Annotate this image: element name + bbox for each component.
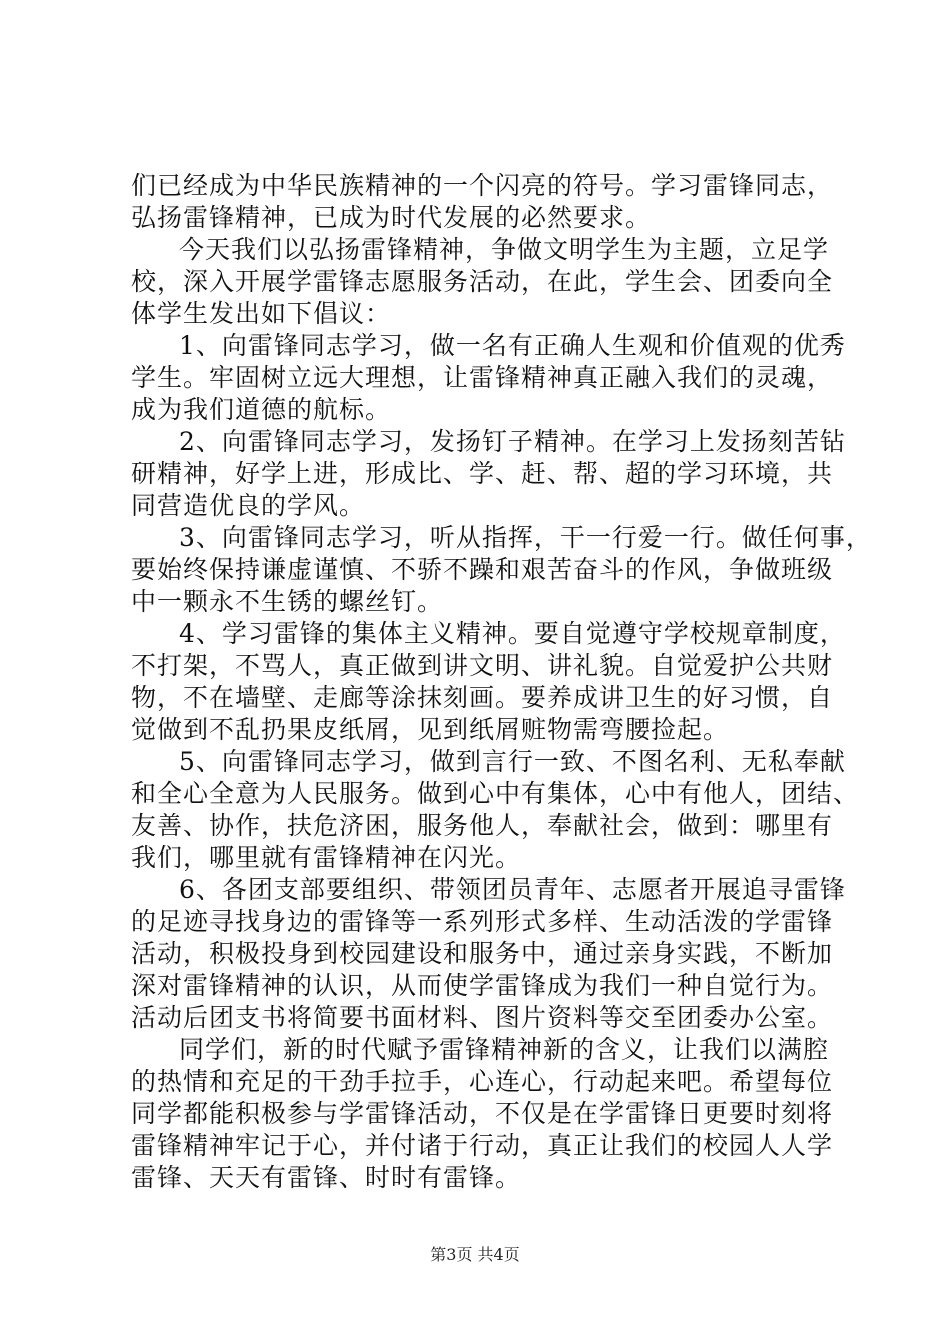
text-line: 要始终保持谦虚谨慎、不骄不躁和艰苦奋斗的作风，争做班级 <box>131 555 834 584</box>
text-line: 的热情和充足的干劲手拉手，心连心，行动起来吧。希望每位 <box>131 1067 834 1096</box>
text-line: 深对雷锋精神的认识，从而使学雷锋成为我们一种自觉行为。 <box>131 971 834 1000</box>
text-line: 同学都能积极参与学雷锋活动，不仅是在学雷锋日更要时刻将 <box>131 1099 834 1128</box>
text-line: 友善、协作，扶危济困，服务他人，奉献社会，做到：哪里有 <box>131 811 834 840</box>
text-line: 雷锋精神牢记于心，并付诸于行动，真正让我们的校园人人学 <box>131 1131 834 1160</box>
text-line: 和全心全意为人民服务。做到心中有集体，心中有他人，团结、 <box>131 779 860 808</box>
paragraph-2 <box>131 234 834 330</box>
text-line: 1、向雷锋同志学习，做一名有正确人生观和价值观的优秀 <box>179 331 846 360</box>
paragraph-8 <box>131 874 846 1034</box>
text-line: 活动，积极投身到校园建设和服务中，通过亲身实践，不断加 <box>131 939 834 968</box>
text-line: 的足迹寻找身边的雷锋等一系列形式多样、生动活泼的学雷锋 <box>131 907 834 936</box>
text-line: 觉做到不乱扔果皮纸屑，见到纸屑赃物需弯腰捡起。 <box>131 715 730 744</box>
paragraph-4 <box>131 426 846 522</box>
text-line: 同营造优良的学风。 <box>131 491 366 520</box>
paragraph-9 <box>131 1034 834 1194</box>
text-line: 弘扬雷锋精神，已成为时代发展的必然要求。 <box>131 203 652 232</box>
paragraph-5 <box>131 522 872 618</box>
text-line: 6、各团支部要组织、带领团员青年、志愿者开展追寻雷锋 <box>179 875 846 904</box>
text-line: 中一颗永不生锈的螺丝钉。 <box>131 587 444 616</box>
text-line: 2、向雷锋同志学习，发扬钉子精神。在学习上发扬刻苦钻 <box>179 427 846 456</box>
paragraph-3 <box>131 330 846 426</box>
paragraph-6 <box>131 618 846 746</box>
text-line: 同学们，新的时代赋予雷锋精神新的含义，让我们以满腔 <box>179 1035 830 1064</box>
text-line: 体学生发出如下倡议： <box>131 299 392 328</box>
document-body <box>131 170 872 1194</box>
text-line: 研精神，好学上进，形成比、学、赶、帮、超的学习环境，共 <box>131 459 834 488</box>
text-line: 4、学习雷锋的集体主义精神。要自觉遵守学校规章制度， <box>179 619 846 648</box>
paragraph-1 <box>131 170 834 234</box>
text-line: 们已经成为中华民族精神的一个闪亮的符号。学习雷锋同志， <box>131 171 834 200</box>
page-number-footer: 第3页 共4页 <box>430 1245 520 1264</box>
text-line: 学生。牢固树立远大理想，让雷锋精神真正融入我们的灵魂， <box>131 363 834 392</box>
text-line: 校，深入开展学雷锋志愿服务活动，在此，学生会、团委向全 <box>131 267 834 296</box>
text-line: 5、向雷锋同志学习，做到言行一致、不图名利、无私奉献 <box>179 747 846 776</box>
text-line: 不打架，不骂人，真正做到讲文明、讲礼貌。自觉爱护公共财 <box>131 651 834 680</box>
text-line: 雷锋、天天有雷锋、时时有雷锋。 <box>131 1163 522 1192</box>
text-line: 成为我们道德的航标。 <box>131 395 392 424</box>
text-line: 今天我们以弘扬雷锋精神，争做文明学生为主题，立足学 <box>179 235 830 264</box>
text-line: 物，不在墙壁、走廊等涂抹刻画。要养成讲卫生的好习惯，自 <box>131 683 834 712</box>
text-line: 活动后团支书将简要书面材料、图片资料等交至团委办公室。 <box>131 1003 834 1032</box>
paragraph-7 <box>131 746 860 874</box>
text-line: 3、向雷锋同志学习，听从指挥，干一行爱一行。做任何事， <box>179 523 872 552</box>
text-line: 我们，哪里就有雷锋精神在闪光。 <box>131 843 522 872</box>
